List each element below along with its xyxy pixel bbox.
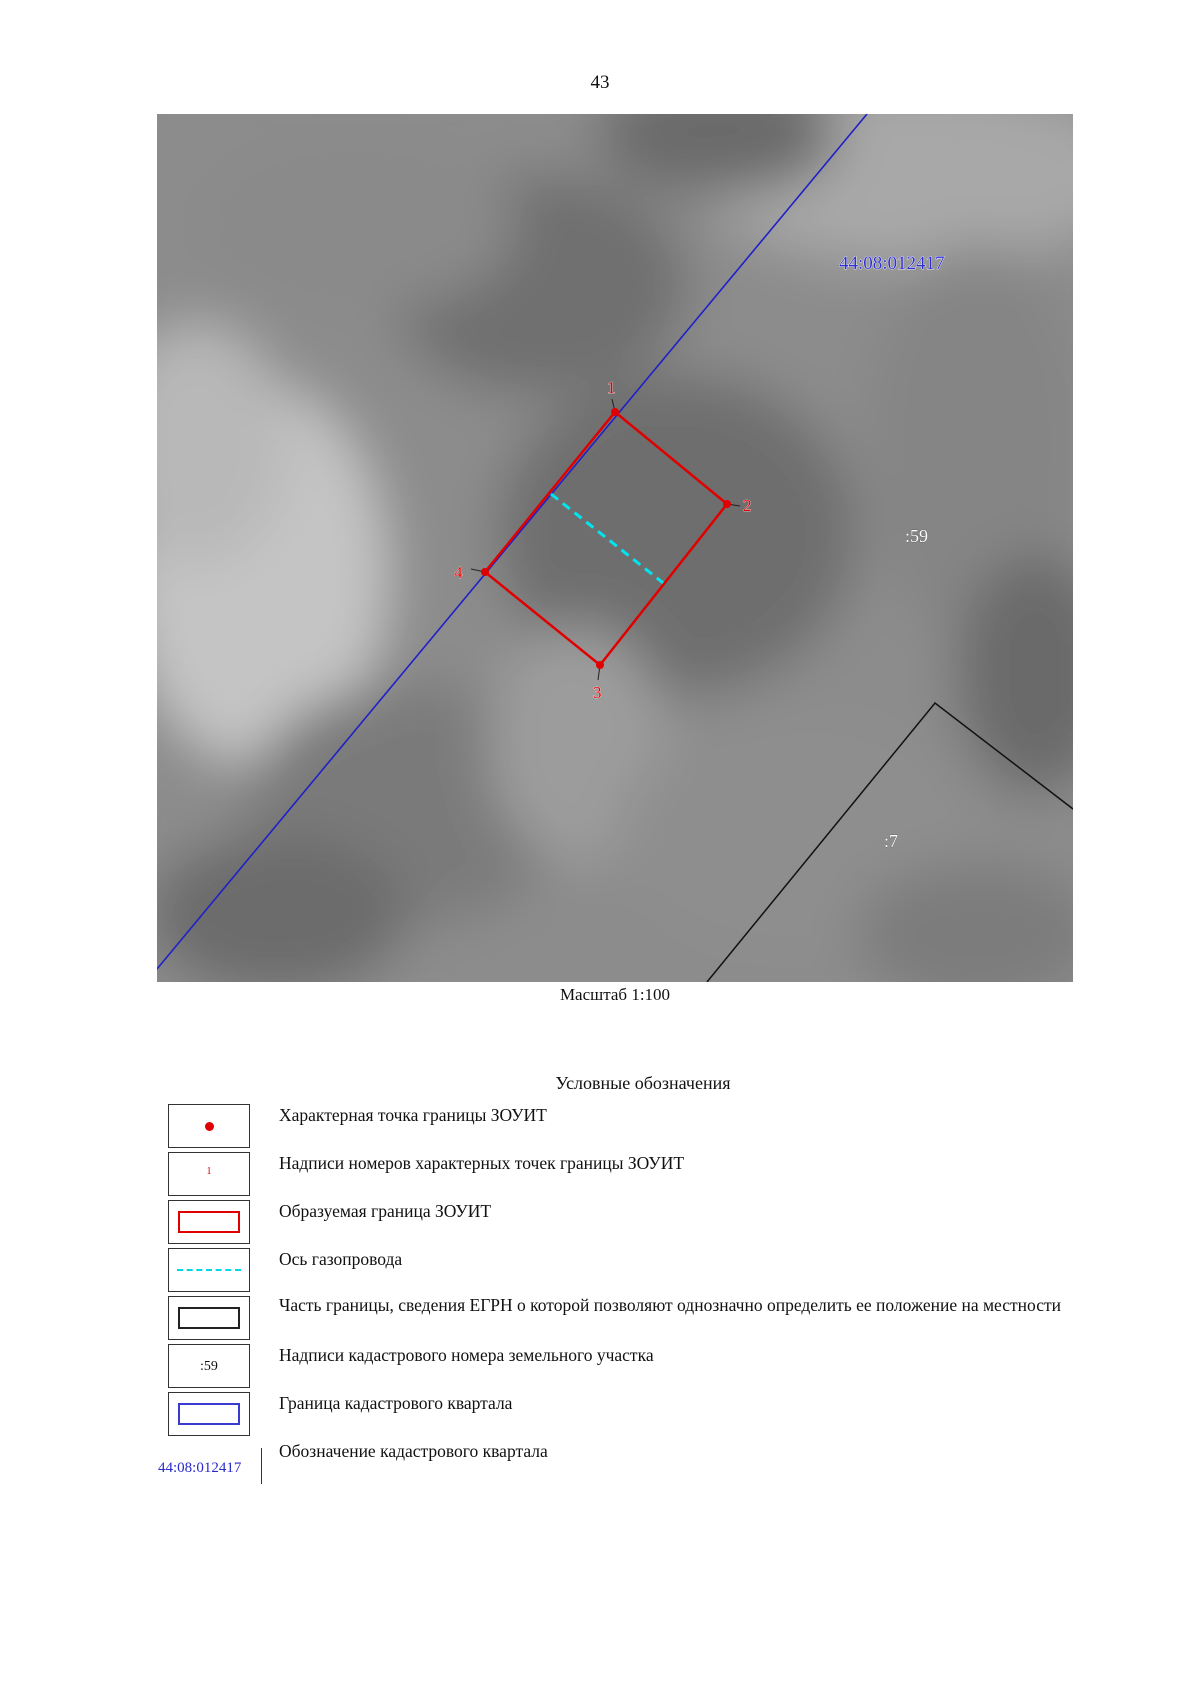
quarter-boundary-symbol <box>178 1403 240 1425</box>
legend-text: Обозначение кадастрового квартала <box>279 1441 548 1461</box>
point-label-4: 4 <box>454 563 463 582</box>
legend-text: Часть границы, сведения ЕГРН о которой позволяют однозначно определить ее положение на местности <box>279 1295 1062 1315</box>
legend-text: Надписи номеров характерных точек границы ЗОУИТ <box>279 1153 685 1173</box>
map-view[interactable] <box>157 114 1073 982</box>
parcel-label-59: :59 <box>905 526 929 546</box>
legend-symbol <box>168 1296 250 1340</box>
boundary-point-2 <box>723 500 731 508</box>
boundary-point-1 <box>611 408 619 416</box>
zone-boundary-symbol <box>178 1211 240 1233</box>
point-label-1: 1 <box>607 378 616 397</box>
boundary-point-3 <box>596 661 604 669</box>
legend-text: Характерная точка границы ЗОУИТ <box>279 1105 547 1125</box>
quarter-label: 44:08:012417 <box>839 253 945 274</box>
point-label-3: 3 <box>593 683 602 702</box>
boundary-point-symbol <box>205 1122 214 1131</box>
legend-title: Условные обозначения <box>555 1073 731 1093</box>
legend-symbol <box>168 1344 250 1388</box>
parcel-label-7: :7 <box>884 831 899 851</box>
cadastral-number-symbol: :59 <box>200 1359 218 1374</box>
legend-symbol <box>168 1104 250 1148</box>
boundary-point-4 <box>481 568 489 576</box>
parcel-boundary-symbol <box>178 1307 240 1329</box>
legend-symbol <box>168 1392 250 1436</box>
legend-text: Надписи кадастрового номера земельного участка <box>279 1345 654 1365</box>
legend-symbol <box>168 1152 250 1196</box>
legend-text: Граница кадастрового квартала <box>279 1393 513 1413</box>
gas-axis-symbol <box>177 1269 241 1271</box>
point-label-2: 2 <box>743 496 752 515</box>
page-number: 43 <box>590 72 610 93</box>
quarter-label-symbol: 44:08:012417 <box>158 1448 262 1484</box>
scale-label: Масштаб 1:100 <box>559 985 671 1004</box>
point-number-symbol: 1 <box>206 1166 212 1177</box>
legend-text: Ось газопровода <box>279 1249 403 1269</box>
legend-text: Образуемая граница ЗОУИТ <box>279 1201 492 1221</box>
legend-symbol <box>168 1248 250 1292</box>
legend-symbol <box>168 1200 250 1244</box>
aerial-imagery <box>157 114 1073 982</box>
